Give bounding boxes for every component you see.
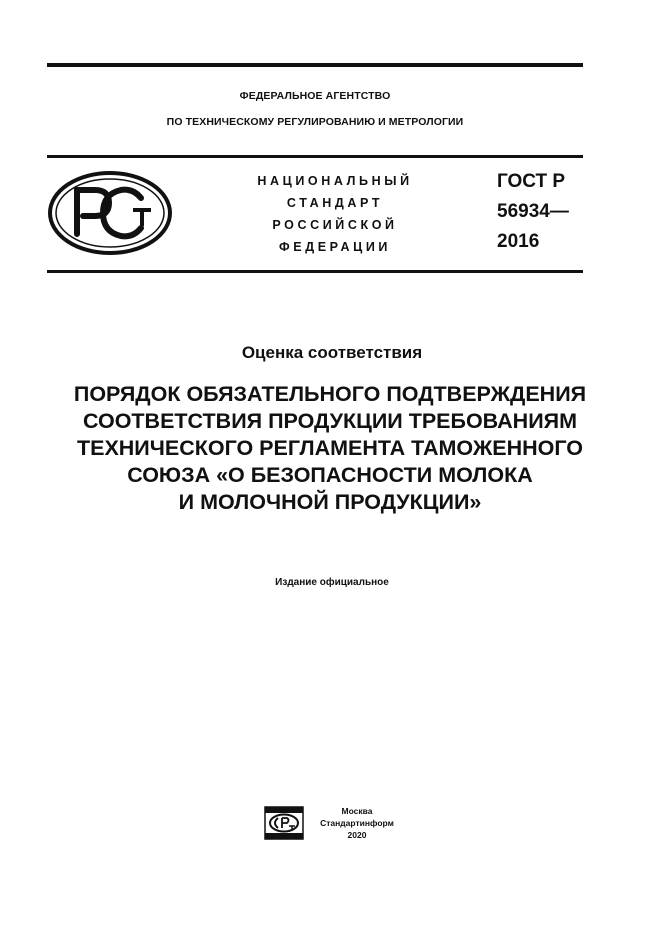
standard-type-line-1: НАЦИОНАЛЬНЫЙ bbox=[257, 174, 413, 188]
title-line-3: ТЕХНИЧЕСКОГО РЕГЛАМЕНТА ТАМОЖЕННОГО bbox=[76, 436, 584, 460]
edition-label: Издание официальное bbox=[275, 577, 389, 588]
publisher-name: Стандартинформ bbox=[320, 818, 394, 828]
standard-type-block bbox=[230, 170, 440, 258]
title-line-4: СОЮЗА «О БЕЗОПАСНОСТИ МОЛОКА bbox=[127, 463, 533, 487]
title-line-2: СООТВЕТСТВИЯ ПРОДУКЦИИ ТРЕБОВАНИЯМ bbox=[82, 409, 578, 433]
rst-certification-mark-icon bbox=[47, 168, 175, 258]
standard-type-line-3: РОССИЙСКОЙ bbox=[272, 218, 398, 232]
document-subtitle: Оценка соответствия bbox=[241, 343, 423, 362]
title-line-5: И МОЛОЧНОЙ ПРОДУКЦИИ» bbox=[178, 490, 482, 514]
agency-name-line-2: ПО ТЕХНИЧЕСКОМУ РЕГУЛИРОВАНИЮ И МЕТРОЛОГИИ bbox=[166, 116, 464, 128]
publisher-info bbox=[307, 805, 407, 841]
top-rule bbox=[47, 63, 583, 67]
title-line-1: ПОРЯДОК ОБЯЗАТЕЛЬНОГО ПОДТВЕРЖДЕНИЯ bbox=[73, 382, 587, 406]
document-title bbox=[30, 381, 630, 516]
standard-type-line-4: ФЕДЕРАЦИИ bbox=[278, 240, 391, 254]
publisher-city: Москва bbox=[341, 806, 373, 816]
gost-line-3: 2016 bbox=[497, 231, 540, 252]
gost-line-1: ГОСТ Р bbox=[497, 171, 566, 192]
standard-block-rule bbox=[47, 270, 583, 273]
gost-line-2: 56934— bbox=[497, 201, 569, 222]
header-rule bbox=[47, 155, 583, 158]
gost-designation bbox=[497, 167, 587, 257]
agency-name-line-1: ФЕДЕРАЛЬНОЕ АГЕНТСТВО bbox=[239, 90, 391, 102]
standard-type-line-2: СТАНДАРТ bbox=[286, 196, 384, 210]
standartinform-logo-icon bbox=[264, 806, 304, 840]
publisher-year: 2020 bbox=[347, 830, 367, 840]
